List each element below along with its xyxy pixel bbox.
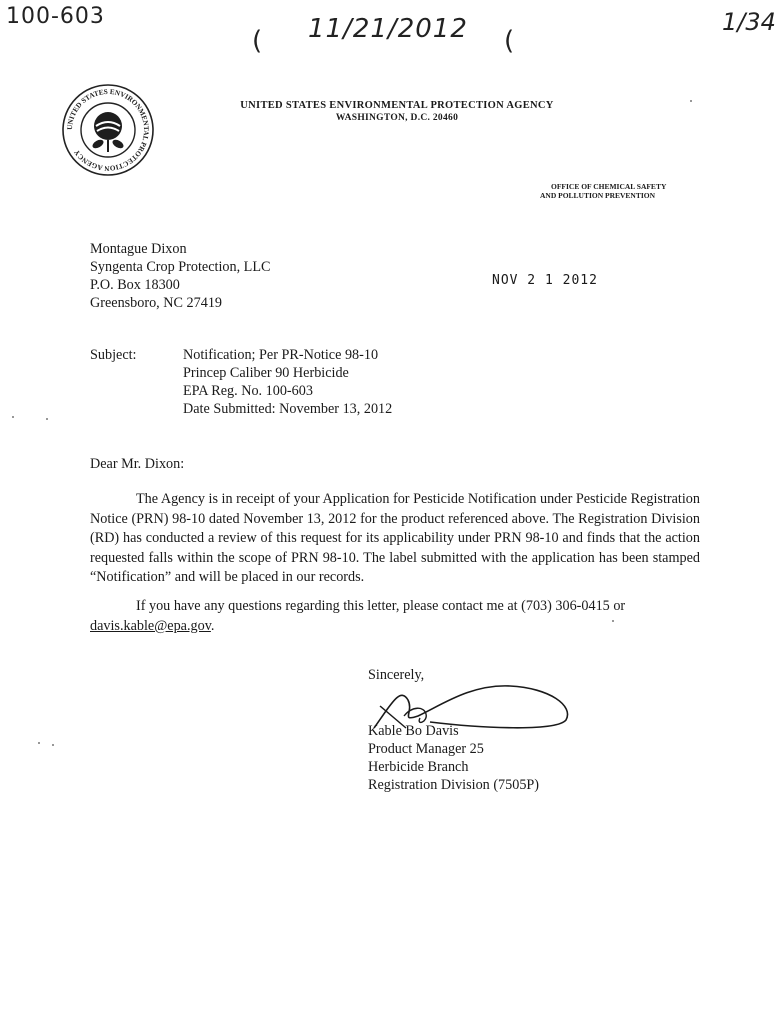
- handwritten-file-number: 100-603: [6, 4, 105, 29]
- subject-line-4: Date Submitted: November 13, 2012: [183, 401, 393, 417]
- scan-speck: [612, 620, 614, 622]
- recipient-po-box: P.O. Box 18300: [90, 277, 180, 293]
- body-paragraph-2: [90, 597, 700, 636]
- subject-label: Subject:: [90, 347, 137, 363]
- signatory-division: Registration Division (7505P): [368, 777, 540, 793]
- handwritten-bracket-left: (: [252, 26, 263, 56]
- epa-seal: [60, 82, 156, 178]
- paragraph-2-text: If you have any questions regarding this letter, please contact me at (703) 306-0415 or: [136, 598, 626, 614]
- signatory-name: Kable Bo Davis: [368, 723, 459, 739]
- handwritten-bracket-right: (: [504, 26, 515, 56]
- paragraph-2-period: .: [210, 617, 215, 634]
- date-stamp: NOV 2 1 2012: [492, 273, 598, 288]
- office-line-1: OFFICE OF CHEMICAL SAFETY: [551, 182, 667, 191]
- scan-speck: [38, 742, 40, 744]
- subject-line-1: Notification; Per PR-Notice 98-10: [183, 347, 379, 363]
- contact-email-link[interactable]: davis.kable@epa.gov: [90, 617, 211, 634]
- scan-speck: [46, 418, 48, 420]
- handwritten-page-number: 1/34: [722, 8, 776, 36]
- closing: Sincerely,: [368, 667, 425, 683]
- recipient-city: Greensboro, NC 27419: [90, 295, 223, 311]
- body-paragraph-1: [90, 490, 700, 588]
- seal-ring-text: UNITED STATES ENVIRONMENTAL PROTECTION AGENCY: [65, 87, 151, 173]
- subject-line-3: EPA Reg. No. 100-603: [183, 383, 313, 399]
- subject-line-2: Princep Caliber 90 Herbicide: [183, 365, 349, 381]
- scan-speck: [52, 744, 54, 746]
- letterhead-city: WASHINGTON, D.C. 20460: [335, 113, 459, 123]
- recipient-company: Syngenta Crop Protection, LLC: [90, 259, 271, 275]
- paragraph-1-text: The Agency is in receipt of your Application for Pesticide Notification under Pesticide Registration Notice (PRN) 98-10 dated November 13, 2012 for the product referenced above. The Registration Division (RD) has conducted a review of this request for its applicability under PRN 98-10 and finds that the action requested falls within the scope of PRN 98-10. The label submitted with the application has been stamped “Notification” and will be placed in our records.: [90, 491, 700, 585]
- recipient-name: Montague Dixon: [90, 241, 187, 257]
- letterhead-agency: UNITED STATES ENVIRONMENTAL PROTECTION AGENCY: [240, 100, 554, 111]
- scan-speck: [12, 416, 14, 418]
- signatory-title: Product Manager 25: [368, 741, 484, 757]
- office-line-2: AND POLLUTION PREVENTION: [540, 191, 656, 200]
- handwritten-date: 11/21/2012: [308, 14, 468, 44]
- signatory-branch: Herbicide Branch: [368, 759, 469, 775]
- epa-seal-icon: [60, 82, 156, 178]
- salutation: Dear Mr. Dixon:: [90, 456, 185, 472]
- scan-speck: [690, 100, 692, 102]
